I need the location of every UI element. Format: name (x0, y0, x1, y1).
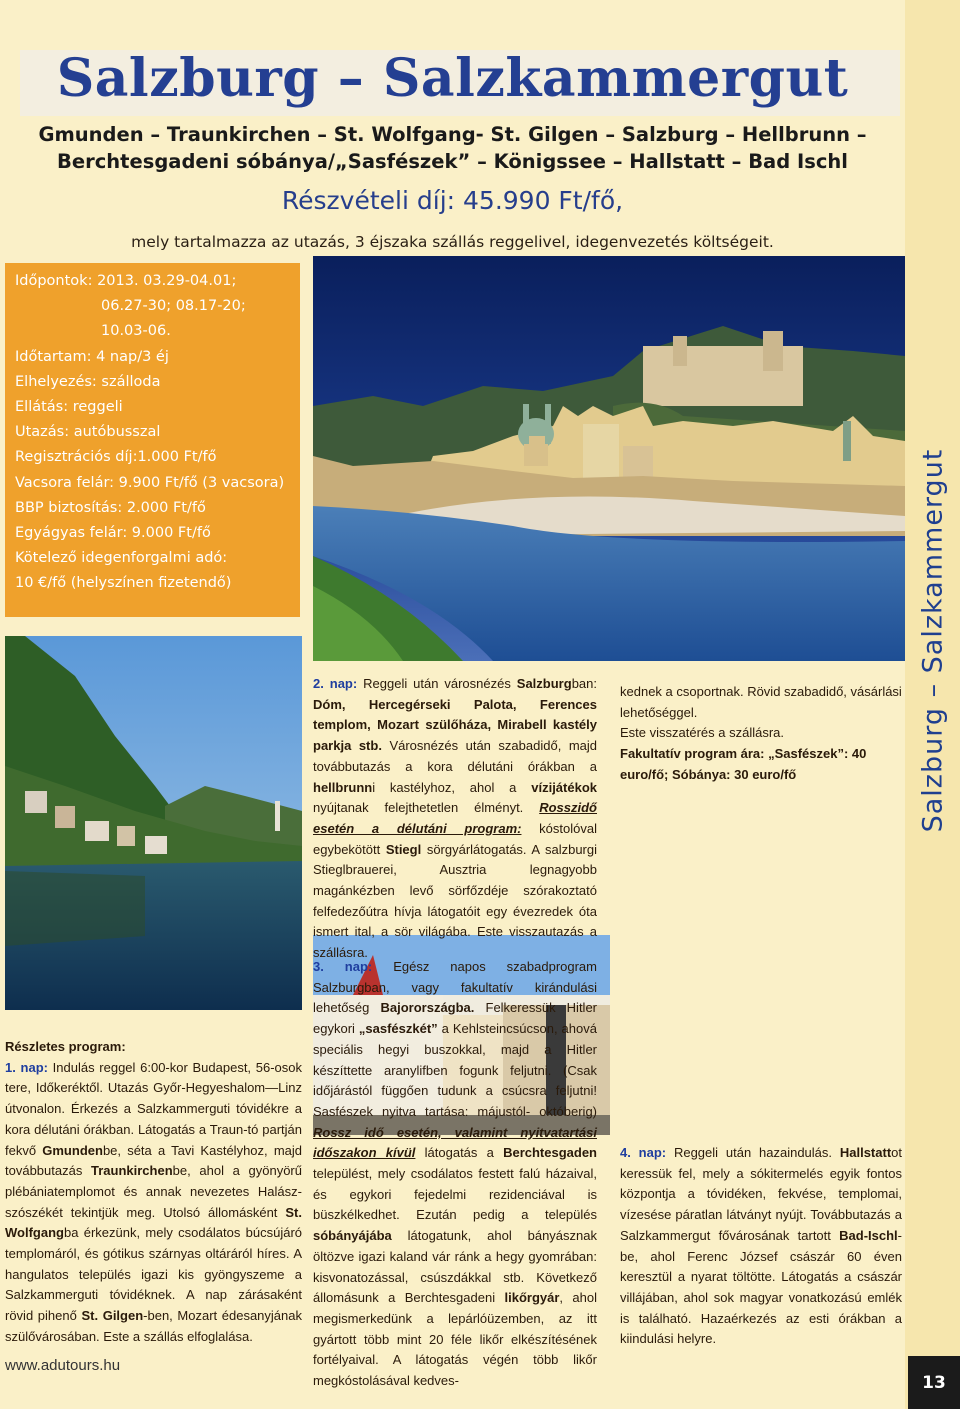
info-accommodation: Elhelyezés: szálloda (15, 373, 161, 390)
day3-eagles-nest: „sasfészkét” (358, 1021, 438, 1037)
info-dates-cont: 10.03-06. (101, 323, 171, 340)
side-title: Salzburg – Salzkammergut (917, 448, 948, 832)
day3-text: Felkeressük Hitler egykori (313, 1000, 598, 1037)
program-day1-column (5, 1037, 302, 1348)
day1-paragraph (5, 1058, 302, 1348)
price-includes: mely tartalmazza az utazás, 3 éjszaka szállás reggelivel, idegenvezetés költségeit. (131, 233, 774, 251)
day2-text: kóstolóval egybekötött (313, 820, 597, 857)
day2-sights: Dóm, Hercegérseki Palota, Ferences templom, Mozart szülőháza, Mirabell kastély parkja stb. (313, 696, 597, 754)
day4-text: ot keressük fel, mely a sókitermelés egyik fontos központja a tóvidéken, fekvése, templomai, vízesése páratlan látványt nyújt. Továbbutazás a Salzkammergut fővárosának tartott (620, 1145, 902, 1243)
day1-text: be, ahol a gyönyörű plébániatemplomot és annak nevezetes Halász-szószékét tekintjük meg. Utolsó állomásként (5, 1163, 302, 1220)
day1-text: ba érkezünk, mely csodálatos búcsújáró templomáról, és gótikus szárnyas oltáráról híres. A hangulatos település igazi kis gyöngyszeme a Salzkammerguti tóvidéknek. A nap zárásaként rövid pihenő (5, 1225, 302, 1324)
day2-salzburg: Salzburg (516, 676, 572, 691)
website-footer: www.adutours.hu (5, 1357, 121, 1374)
day3-text: , ahol megismerkedünk a lepárlóüzemben, az itt gyártott több mint 20 féle likőr elkészítésének fortélyaival. A látogatás végén több likőr megkóstolásával kedves- (313, 1290, 597, 1389)
day1-st-gilgen: St. Gilgen (81, 1308, 144, 1324)
info-dinner: Vacsora felár: 9.900 Ft/fő (3 vacsora) (15, 474, 285, 491)
day1-text: be, séta a Tavi Kastélyhoz, majd továbbutazás (5, 1142, 302, 1179)
route-line-1: Gmunden – Traunkirchen – St. Wolfgang- St. Gilgen – Salzburg – Hellbrunn – (38, 123, 867, 146)
day4-label: 4. nap: (620, 1145, 667, 1160)
info-duration: Időtartam: 4 nap/3 éj (15, 348, 169, 365)
info-dates: Időpontok: 2013. 03.29-04.01; (15, 273, 237, 289)
day2-stiegl: Stiegl (385, 841, 422, 857)
day1-text: Indulás reggel 6:00-kor Budapest, 56-osok tere, Időkeréktől. Utazás Győr-Hegyeshalom—Linz útvonalon. Érkezés a Salzkammerguti tóvidékre a kora délutáni órákban. Látogatás a Traun-tó partján fekvő (5, 1059, 302, 1158)
day3-berchtesgaden: Berchtesgaden (503, 1145, 597, 1161)
info-dates-cont: 06.27-30; 08.17-20; (101, 298, 246, 315)
day1-label: 1. nap: (5, 1059, 48, 1075)
day2-text: nyújtanak felejthetetlen élményt. (313, 800, 540, 816)
info-transport: Utazás: autóbusszal (15, 424, 161, 441)
day1-traunkirchen: Traunkirchen (91, 1163, 173, 1179)
salzburg-photo (313, 256, 905, 661)
day2-text: Reggeli után városnézés (357, 676, 517, 691)
day3-bavaria: Bajorországba. (380, 1000, 475, 1016)
price-heading: Részvételi díj: 45.990 Ft/fő, (281, 186, 624, 215)
day4-hallstatt: Hallstatt (839, 1145, 892, 1160)
day2-paragraph (313, 674, 597, 964)
hallstatt-photo (5, 636, 302, 1010)
day1-text: -ben, Mozart édesanyjának szülővárosában. Este a szállás elfoglalása. (5, 1308, 302, 1344)
day1-st-wolfgang: St. Wolfgang (5, 1204, 302, 1241)
day2-text: Városnézés után szabadidő, majd továbbutazás a kora délutáni órákban a (313, 738, 597, 774)
return-note: Este visszatérés a szállásra. (620, 725, 785, 741)
day3-ending: kednek a csoportnak. Rövid szabadidő, vásárlási lehetőséggel. (620, 684, 902, 720)
program-heading: Részletes program: (5, 1039, 126, 1054)
info-tax-amount: 10 €/fő (helyszínen fizetendő) (15, 575, 232, 592)
day4-paragraph (620, 1143, 902, 1350)
day2-water-games: vízijátékok (531, 779, 597, 795)
info-single: Egyágyas felár: 9.000 Ft/fő (15, 525, 211, 542)
day3-label: 3. nap: (313, 959, 373, 974)
page-number: 13 (908, 1356, 960, 1409)
day2-label: 2. nap: (313, 676, 358, 691)
info-board: Ellátás: reggeli (15, 399, 123, 416)
info-registration: Regisztrációs díj:1.000 Ft/fő (15, 449, 217, 466)
day1-gmunden: Gmunden (42, 1142, 103, 1158)
day2-hellbrunn: hellbrunn (313, 779, 373, 795)
info-tax: Kötelező idegenforgalmi adó: (15, 550, 228, 567)
day3-text: látogatás a (415, 1145, 504, 1161)
day4-bad-ischl: Bad-Ischl (839, 1227, 898, 1243)
day3-paragraph (313, 957, 597, 1392)
day3-continuation (620, 682, 902, 786)
day4-text: Reggeli után hazaindulás. (666, 1145, 840, 1160)
day4-text: -be, ahol Ferenc József császár 60 éven keresztül a nyarat töltötte. Látogatás a császár villájában, ahol sok magyar vonatkozású emlék is található. Hazaérkezés az esti órákban a kiindulási helyre. (620, 1227, 902, 1347)
day3-salt-mine: sóbányájába (313, 1228, 392, 1244)
trip-info-box (5, 263, 300, 617)
day3-text: Egész napos szabadprogram Salzburgban, vagy fakultatív kirándulási lehetőség (313, 959, 597, 1016)
day3-liqueur-factory: likőrgyár (504, 1290, 560, 1306)
page-title: Salzburg – Salzkammergut (56, 48, 849, 109)
day3-text: látogatunk, ahol bányásznak öltözve igazi kaland vár ránk a hegy gyomrában: kisvonatozással, csúszdákkal stb. Következő állomásunk a Berchtesgadeni (313, 1228, 597, 1306)
route-line-2: Berchtesgadeni sóbánya/„Sasfészek” – Königssee – Hallstatt – Bad Ischl (57, 150, 848, 173)
day2-text: i kastélyhoz, ahol a (372, 779, 532, 795)
day2-bad-weather-program: Rosszidő esetén a délutáni program: (313, 800, 597, 836)
optional-program-prices: Fakultatív program ára: „Sasfészek”: 40 euro/fő; Sóbánya: 30 euro/fő (620, 746, 867, 782)
day3-bad-weather: Rossz idő esetén, valamint nyitvatartási időszakon kívül (313, 1124, 597, 1161)
day3-text: települést, mely csodálatos festett falú házaival, és egykori fejedelmi rezidenciával is büszkélkedhet. Ezután pedig a település (313, 1166, 597, 1223)
info-insurance: BBP biztosítás: 2.000 Ft/fő (15, 499, 206, 516)
day2-text: ban: (571, 676, 597, 691)
day3-text: a Kehlsteincsúcson, ahová speciális hegyi buszokkal, majd a Hitler készíttette aranylifben fogunk feljutni. (Csak időjárástól függően tudunk a csúcsra feljutni! Sasfészek nyitva tartása: májustól- októberig) (313, 1021, 597, 1119)
day2-text: sörgyárlátogatás. A salzburgi Stieglbrauerei, Ausztria legnagyobb magánkézben levő sörfőzdéje szórakoztató felfedezőútra hívja látogatóit egy évezredek óta ismert ital, a sör világába. Este visszautazás a szállásra. (313, 841, 597, 961)
